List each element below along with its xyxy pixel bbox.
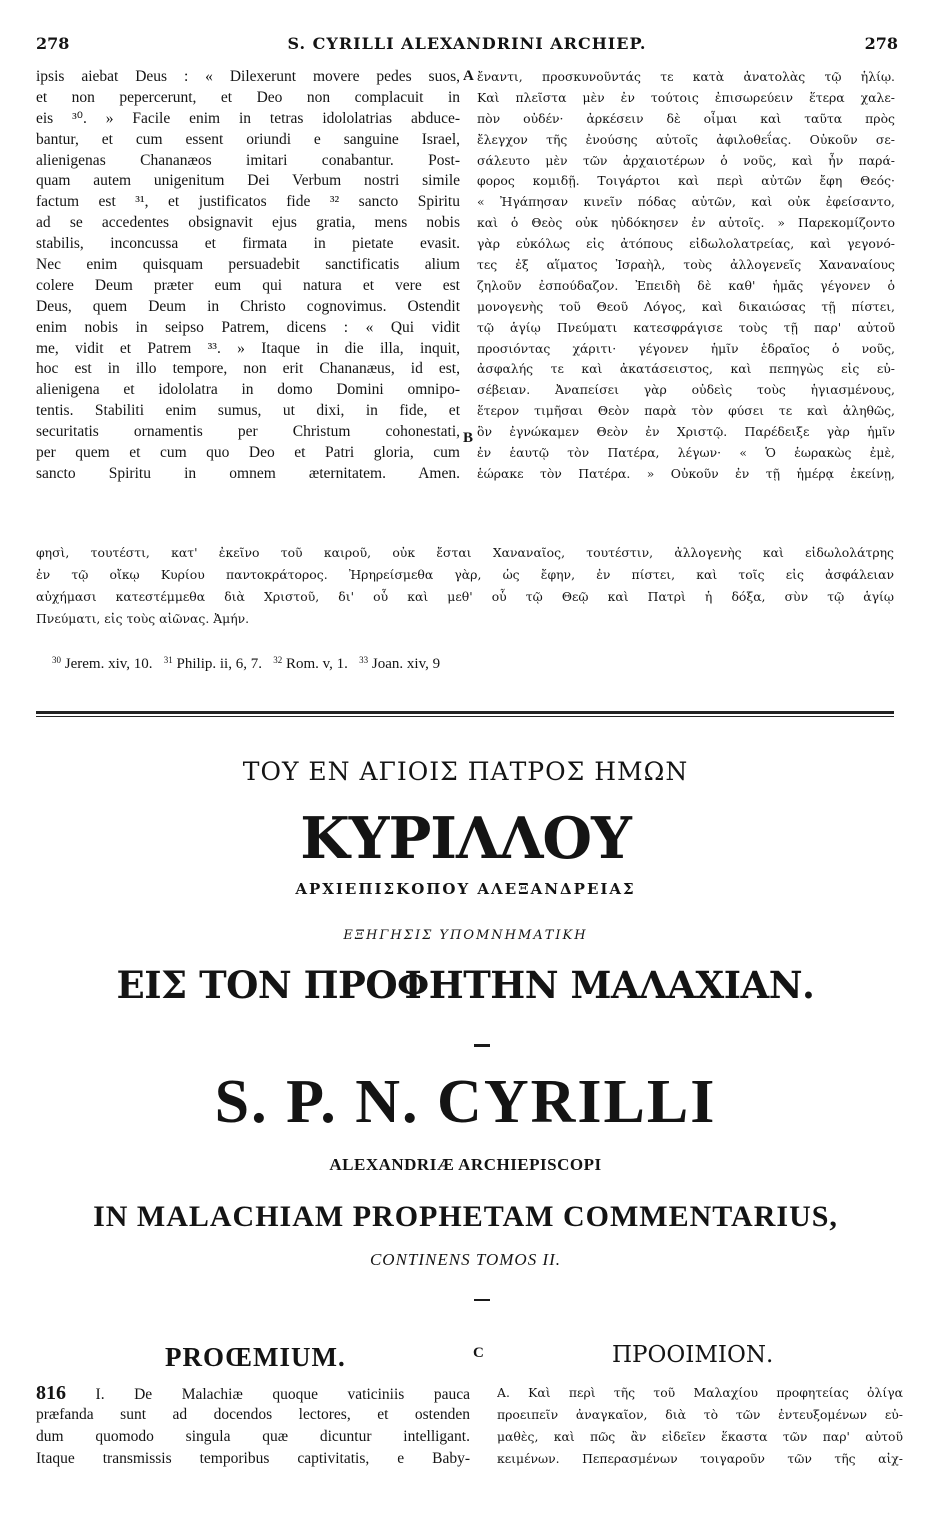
- latin-line: ad se accedentes obsignavit ejus gratia, mens nobis: [36, 214, 460, 232]
- footnotes: [52, 656, 440, 673]
- running-head: [36, 34, 898, 56]
- latin-line: tentis. Stabiliti enim sumus, ut dixi, in fide, et: [36, 402, 460, 420]
- latin-line: me, vidit et Patrem ³³. » Itaque in die illa, inquit,: [36, 339, 460, 357]
- title-greek-line5: ΕΙΣ ΤΟΝ ΠΡΟΦΗΤΗΝ ΜΑΛΑΧΙΑΝ.: [116, 963, 815, 1007]
- greek-line: φορος κομιδῇ. Τοιγάρτοι καὶ περὶ αὐτῶν ἔφη Θεός·: [477, 173, 895, 189]
- section-rule-thick: [36, 711, 894, 714]
- title-greek-line3: ΑΡΧΙΕΠΙΣΚΟΠΟΥ ΑΛΕΞΑΝΔΡΕΙΑΣ: [295, 880, 636, 898]
- latin-line: Nec enim quisquam persuadebit sanctificatis alium: [36, 256, 460, 274]
- latin-line: sancto Spiritu in omnem æternitatem. Amen.: [36, 464, 460, 482]
- latin-line: alienigena et idololatra in domo Domini omnipo-: [36, 381, 460, 399]
- title-latin-line4: CONTINENS TOMOS II.: [369, 1250, 562, 1269]
- greek-full-line: Πνεύματι, εἰς τοὺς αἰῶνας. Ἀμήν.: [36, 611, 250, 626]
- title-greek-line1: ΤΟΥ ΕΝ ΑΓΙΟΙΣ ΠΑΤΡΟΣ ΗΜΩΝ: [242, 757, 689, 786]
- title-latin-line3: IN MALACHIAM PROPHETAM COMMENTARIUS,: [93, 1200, 838, 1233]
- greek-line: ζηλοῦν ἐσπούδαζον. Ἐπειδὴ δὲ καθ' ἡμᾶς γέγονεν ὁ: [477, 277, 895, 293]
- running-head-title: S. CYRILLI ALEXANDRINI ARCHIEP.: [287, 34, 647, 53]
- greek-full-line: αὐχήμασι κατεστέμμεθα διὰ Χριστοῦ, δι' οὗ καὶ μεθ' οὗ τῷ Θεῷ καὶ Πατρὶ ἡ δόξα, σὺν τῷ ἁγίῳ: [36, 589, 894, 604]
- greek-line: ἐν ἑαυτῷ τὸν Πατέρα, λέγων· « Ὁ ἑωρακὼς ἐμὲ,: [477, 445, 895, 461]
- prooemium-greek-line: προειπεῖν ἀναγκαῖον, διὰ τὸ τῶν ἐντευξομένων εὐ-: [497, 1407, 903, 1422]
- greek-line: καὶ ὁ Θεὸς οὐκ ηὐδόκησεν ἐν αὐτοῖς. » Παρεκομίζοντο: [477, 215, 895, 231]
- greek-line: πὸν οὐδέν· ἀρκέσειν δὲ οἶμαι καὶ ταῦτα πρὸς: [477, 110, 895, 126]
- latin-line: quam autem unigenitum Dei Verbum nostri simile: [36, 172, 460, 190]
- latin-line: hoc est in illo tempore, non erit Chananæus, id est,: [36, 360, 460, 378]
- latin-line: eis ³⁰. » Facile enim in tetras idololatrias abduce-: [36, 109, 460, 127]
- title-dash: [474, 1044, 490, 1047]
- latin-line: bantur, et cum essent oriundi e sanguine Israel,: [36, 130, 460, 148]
- prooemium-greek-text: [497, 1382, 903, 1470]
- title-latin-name: S. P. N. CYRILLI: [214, 1068, 717, 1136]
- greek-full-line: ἐν τῷ οἴκῳ Κυρίου παντοκράτορος. Ἠρηρείσμεθα γὰρ, ὡς ἔφην, ἐν πίστει, καὶ τοῖς εἰς ἀσφάλειαν: [36, 567, 894, 582]
- latin-line: per quem et cum quo Deo et Patri gloria, cum: [36, 444, 460, 462]
- prooemium-greek-heading: ΠΡΟΟΙΜΙΟΝ.: [612, 1342, 774, 1368]
- greek-line: « Ἠγάπησαν κινεῖν πόδας αὐτῶν, καὶ οὐκ ἐφείσαντο,: [477, 194, 895, 210]
- greek-line: ἀσφαλής τε καὶ ἀκατάσειστος, καὶ πεπηγὼς εἰς εὐ-: [477, 361, 895, 377]
- prooemium-latin-line: Itaque transmissis temporibus captivitatis, e Baby-: [36, 1450, 470, 1467]
- footnote-number: 32: [273, 655, 283, 665]
- footnote-number: 30: [52, 655, 61, 665]
- greek-line: προσιόντας χάριτι· γέγονεν ἡμῖν ἑδραῖος ὁ νοῦς,: [477, 340, 895, 356]
- footnote-ref: Philip. ii, 6, 7.: [176, 656, 262, 672]
- margin-mark-c: C: [473, 1345, 484, 1361]
- margin-mark-a: A: [463, 68, 474, 84]
- page-number-right: 278: [864, 34, 898, 53]
- greek-line: σέβειαν. Ἀναπείσει γὰρ οὐδεὶς τοὺς ἡγιασμένους,: [477, 382, 895, 398]
- title-greek-line4: ΕΞΗΓΗΣΙΣ ΥΠΟΜΝΗΜΑΤΙΚΗ: [343, 928, 588, 943]
- greek-line: ἔλεγχον τῆς ἐνούσης αὐτοῖς ἀφιλοθεΐας. Οὐκοῦν σε-: [477, 131, 895, 147]
- footnote-number: 33: [359, 655, 369, 665]
- latin-line: enim nobis in seipso Patrem, dicens : « Qui vidit: [36, 318, 460, 336]
- greek-line: Καὶ πλεῖστα μὲν ἐν τούτοις ἐπισωρεύειν ἕτερα χαλε-: [477, 89, 895, 105]
- greek-line: σάλευτο μὲν τῶν ἀρχαιοτέρων ὁ νοῦς, καὶ ἦν παρά-: [477, 152, 895, 168]
- footnote: [273, 656, 348, 672]
- greek-line: τες ἐξ αἵματος Ἰσραὴλ, τοὺς ἀλλογενεῖς Χαναναίους: [477, 257, 895, 273]
- prooemium-latin-text: [36, 1382, 470, 1470]
- title-latin-line2: ALEXANDRIÆ ARCHIEPISCOPI: [329, 1155, 602, 1174]
- latin-line: stabilis, inconcussa et firmata in pietate evasit.: [36, 235, 460, 253]
- latin-line: et non pepercerunt, et Deo non complacuit in: [36, 88, 460, 106]
- prooemium-latin-line: dum quomodo singula quæ dicuntur intelligant.: [36, 1428, 470, 1445]
- greek-full-line: φησὶ, τουτέστι, κατ' ἐκεῖνο τοῦ καιροῦ, οὐκ ἔσται Χαναναῖος, τουτέστιν, ἀλλογενὴς καὶ εἰδωλολάτρης: [36, 545, 894, 560]
- footnote-ref: Joan. xiv, 9: [371, 656, 441, 672]
- latin-line: factum est ³¹, et justificatos fide ³² sancto Spiritu: [36, 193, 460, 211]
- greek-line: μονογενὴς τοῦ Θεοῦ Λόγος, καὶ δικαιώσας τῇ πίστει,: [477, 298, 895, 314]
- greek-line: ἕτερον τιμῆσαι Θεὸν παρὰ τὸν φύσει τε καὶ ἀληθῶς,: [477, 403, 895, 419]
- latin-line: securitatis ornamentis per Christum cohonestati,: [36, 423, 460, 441]
- greek-line: ἔναντι, προσκυνοῦντάς τε κατὰ ἀνατολὰς τῷ ἡλίῳ.: [477, 69, 895, 84]
- prooemium-greek-line: Α. Καὶ περὶ τῆς τοῦ Μαλαχίου προφητείας ὀλίγα: [497, 1385, 903, 1400]
- page-number-left: 278: [36, 34, 70, 53]
- latin-line: colere Deum præter eum qui natura et vere est: [36, 276, 460, 294]
- prooemium-latin-line: præfanda sunt ad docendos lectores, et ostenden: [36, 1406, 470, 1423]
- footnote-ref: Jerem. xiv, 10.: [64, 656, 153, 672]
- latin-column: [36, 67, 460, 485]
- footnote-number: 31: [163, 655, 173, 665]
- greek-line: ἑώρακε τὸν Πατέρα. » Οὐκοῦν ἐν τῇ ἡμέρᾳ ἐκείνῃ,: [477, 465, 895, 481]
- greek-full-width-paragraph: [36, 542, 894, 630]
- footnote: [359, 656, 440, 672]
- prooemium-latin-heading: PROŒMIUM.: [165, 1342, 346, 1372]
- greek-line: ὃν ἐγνώκαμεν Θεὸν ἐν Χριστῷ. Παρέδειξε γὰρ ἡμῖν: [477, 424, 895, 440]
- prooemium-greek-line: μαθὲς, καὶ πῶς ἂν εἰδεῖεν ἕκαστα τῶν παρ' αὐτοῦ: [497, 1429, 903, 1444]
- greek-line: γὰρ εὐκόλως εἰς ἀτόπους εἰδωλολατρείας, καὶ γεγονό-: [477, 236, 895, 252]
- prooemium-latin-line: [36, 1382, 470, 1404]
- greek-column: [477, 67, 895, 485]
- latin-line: alienigenas Chananæos imitari conabantur. Post-: [36, 151, 460, 169]
- greek-line: τῷ ἁγίῳ Πνεύματι κατεσφράγισε τοὺς τῇ παρ' αὐτοῦ: [477, 319, 895, 335]
- footnote-ref: Rom. v, 1.: [285, 656, 348, 672]
- margin-mark-b: B: [463, 430, 474, 446]
- title-greek-name: ΚΥΡΙΛΛΟΥ: [300, 805, 631, 872]
- footnote: [164, 656, 262, 672]
- latin-line: ipsis aiebat Deus : « Dilexerunt movere pedes suos,: [36, 68, 460, 85]
- section-rule-thin: [36, 716, 894, 717]
- title-dash: [474, 1299, 490, 1301]
- prooemium-latin-first-line: I. De Malachiæ quoque vaticiniis pauca: [95, 1386, 470, 1403]
- latin-line: Deus, quem Deum in Christo cognovimus. Ostendit: [36, 297, 460, 315]
- footnote: [52, 656, 153, 672]
- column-number: 816: [36, 1382, 66, 1404]
- prooemium-greek-line: κειμένων. Πεπερασμένων τοιγαροῦν τῶν τῆς αἰχ-: [497, 1451, 903, 1466]
